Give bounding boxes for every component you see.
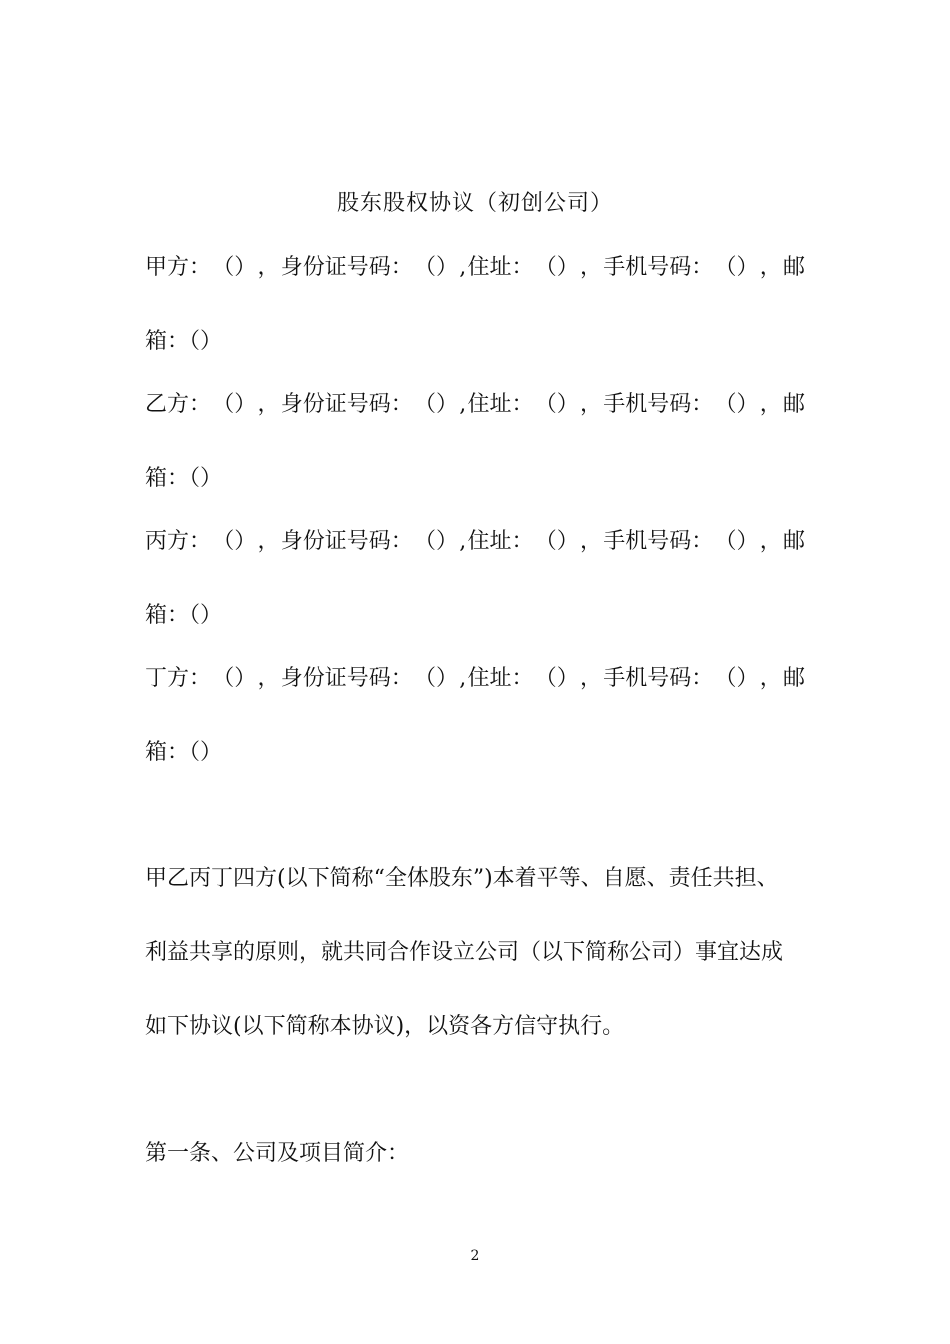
comma: ， — [759, 666, 782, 691]
blank: （） — [714, 666, 759, 691]
party-a-label: 甲方： — [145, 255, 212, 280]
comma: ， — [257, 392, 280, 417]
party-a-line-1 — [145, 252, 805, 284]
comma: ， — [759, 392, 782, 417]
phone-label: 手机号码： — [603, 392, 714, 417]
blank: （） — [189, 466, 223, 491]
comma: ， — [759, 255, 782, 280]
address-label: 住址： — [467, 255, 534, 280]
blank: （） — [534, 255, 579, 280]
email-label-start: 邮 — [782, 529, 805, 554]
blank: （） — [414, 255, 459, 280]
comma: ， — [759, 529, 782, 554]
comma: , — [459, 666, 467, 691]
preamble-line-3: 如下协议(以下简称本协议)，以资各方信守执行。 — [145, 1014, 625, 1039]
phone-label: 手机号码： — [603, 666, 714, 691]
party-c-line-1 — [145, 526, 805, 558]
address-label: 住址： — [467, 666, 534, 691]
party-c-label: 丙方： — [145, 529, 212, 554]
blank: （） — [189, 603, 223, 628]
id-label: 身份证号码： — [280, 392, 413, 417]
id-label: 身份证号码： — [280, 255, 413, 280]
comma: ， — [579, 255, 602, 280]
preamble-line-2: 利益共享的原则，就共同合作设立公司（以下简称公司）事宜达成 — [145, 940, 784, 965]
party-d-line-1 — [145, 663, 805, 695]
email-label-start: 邮 — [782, 255, 805, 280]
phone-label: 手机号码： — [603, 255, 714, 280]
blank: （） — [714, 392, 759, 417]
article-1-heading: 第一条、公司及项目简介： — [145, 1141, 410, 1166]
email-label-end: 箱： — [145, 740, 190, 765]
comma: ， — [257, 255, 280, 280]
blank: （） — [414, 392, 459, 417]
document-title: 股东股权协议（初创公司） — [336, 191, 613, 216]
blank: （） — [534, 529, 579, 554]
email-label-end: 箱： — [145, 329, 190, 354]
party-d-line-2 — [145, 737, 805, 769]
preamble-line-1: 甲乙丙丁四方(以下简称“全体股东”)本着平等、自愿、责任共担、 — [145, 866, 779, 891]
blank: （） — [414, 529, 459, 554]
blank: （） — [212, 392, 257, 417]
blank: （） — [534, 392, 579, 417]
party-b-line-2 — [145, 463, 805, 495]
blank: （） — [414, 666, 459, 691]
phone-label: 手机号码： — [603, 529, 714, 554]
email-label-end: 箱： — [145, 603, 190, 628]
blank: （） — [534, 666, 579, 691]
blank: （） — [212, 529, 257, 554]
comma: ， — [579, 529, 602, 554]
address-label: 住址： — [467, 392, 534, 417]
blank: （） — [189, 329, 223, 354]
comma: , — [459, 529, 467, 554]
party-d-label: 丁方： — [145, 666, 212, 691]
blank: （） — [189, 740, 223, 765]
id-label: 身份证号码： — [280, 666, 413, 691]
email-label-end: 箱： — [145, 466, 190, 491]
page-number: 2 — [470, 1248, 480, 1264]
party-b-line-1 — [145, 389, 805, 421]
comma: , — [459, 392, 467, 417]
comma: , — [459, 255, 467, 280]
party-c-line-2 — [145, 600, 805, 632]
blank: （） — [212, 255, 257, 280]
blank: （） — [212, 666, 257, 691]
comma: ， — [257, 666, 280, 691]
blank: （） — [714, 255, 759, 280]
email-label-start: 邮 — [782, 666, 805, 691]
party-a-line-2 — [145, 326, 805, 358]
comma: ， — [257, 529, 280, 554]
comma: ， — [579, 392, 602, 417]
blank: （） — [714, 529, 759, 554]
comma: ， — [579, 666, 602, 691]
email-label-start: 邮 — [782, 392, 805, 417]
party-b-label: 乙方： — [145, 392, 212, 417]
address-label: 住址： — [467, 529, 534, 554]
id-label: 身份证号码： — [280, 529, 413, 554]
